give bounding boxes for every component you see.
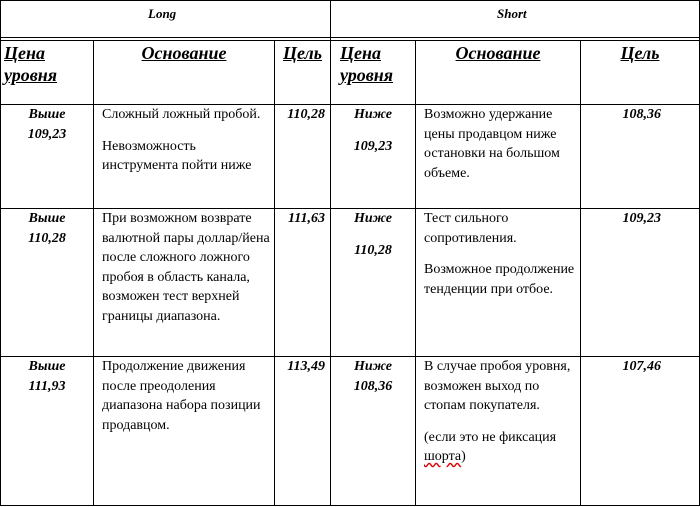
- row1-long-basis-p1: Сложный ложный пробой.: [102, 107, 261, 122]
- row2-short-level: [331, 209, 415, 260]
- row1-short-basis-p1: Возможно удержание цены продавцом ниже остановки на большом объеме.: [424, 107, 560, 181]
- row2-short-level-value: 110,28: [354, 242, 392, 258]
- long-section-title: Long: [148, 6, 177, 21]
- short-level-header: Цена уровня: [340, 43, 394, 85]
- row2-long-basis: [102, 209, 274, 326]
- row1-short-basis: [424, 105, 576, 183]
- short-target-header: Цель: [620, 43, 660, 63]
- short-basis-header: Основание: [455, 43, 541, 63]
- rule-col-1: [93, 40, 94, 506]
- row2-long-level: [1, 209, 93, 248]
- row1-short-level-value: 109,23: [353, 138, 393, 154]
- row3-long-level-value: 111,93: [28, 378, 66, 394]
- row2-long-target: 111,63: [288, 211, 325, 226]
- rule-under-section-titles: [0, 37, 700, 38]
- row2-short-basis: [424, 209, 576, 299]
- row1-short-target: 108,36: [622, 107, 661, 122]
- row3-long-level: [1, 357, 93, 396]
- rule-under-section-titles-2: [0, 40, 700, 41]
- row3-short-note-suffix: ): [461, 449, 466, 464]
- row3-long-basis-p1: Продолжение движения после преодоления диапазона набора позиции продавцом.: [102, 359, 261, 433]
- long-level-header: Цена уровня: [4, 43, 58, 85]
- row3-long-level-dir: Выше: [28, 359, 66, 374]
- row2-long-level-value: 110,28: [28, 230, 66, 246]
- row3-short-level: [331, 357, 415, 396]
- row2-long-level-dir: Выше: [28, 211, 66, 226]
- row3-long-target: 113,49: [287, 359, 325, 374]
- row3-short-basis-note: [424, 428, 576, 467]
- short-section-title: Short: [497, 6, 527, 21]
- row1-long-basis-p2: Невозможность инструмента пойти ниже: [102, 138, 252, 173]
- row1-long-level: [1, 105, 93, 144]
- rule-bottom: [0, 505, 700, 506]
- row3-long-basis: [102, 357, 274, 435]
- row3-short-basis-p1: В случае пробоя уровня, возможен выход по стопам покупателя.: [424, 359, 571, 413]
- row3-short-level-value: 108,36: [353, 378, 393, 394]
- rule-left: [0, 0, 1, 506]
- row2-short-basis-p2: Возможное продолжение тенденции при отбое.: [424, 262, 575, 297]
- row3-short-target: 107,46: [622, 359, 661, 374]
- row1-long-basis: [102, 105, 274, 176]
- long-target-header: Цель: [282, 43, 322, 63]
- row2-long-basis-p1: При возможном возврате валютной пары доллар/йена после сложного ложного пробоя в область канала, возможен тест верхней границы диапазона.: [102, 211, 270, 324]
- row1-long-target: 110,28: [287, 107, 325, 122]
- row1-long-level-value: 109,23: [27, 126, 67, 142]
- row3-short-note-prefix: (если это не фиксация: [424, 429, 557, 445]
- row2-short-basis-p1: Тест сильного сопротивления.: [424, 211, 517, 246]
- row3-short-level-dir: Ниже: [353, 359, 393, 374]
- row1-short-level-dir: Ниже: [353, 107, 393, 122]
- row2-short-level-dir: Ниже: [353, 211, 393, 226]
- row3-short-note-squiggle: шорта: [424, 449, 462, 464]
- long-basis-header: Основание: [141, 43, 227, 63]
- row1-short-level: [331, 105, 415, 156]
- rule-col-4: [415, 40, 416, 506]
- row3-short-basis: [424, 357, 576, 467]
- row2-short-target: 109,23: [622, 211, 661, 226]
- rule-top: [0, 0, 700, 1]
- row1-long-level-dir: Выше: [28, 107, 66, 122]
